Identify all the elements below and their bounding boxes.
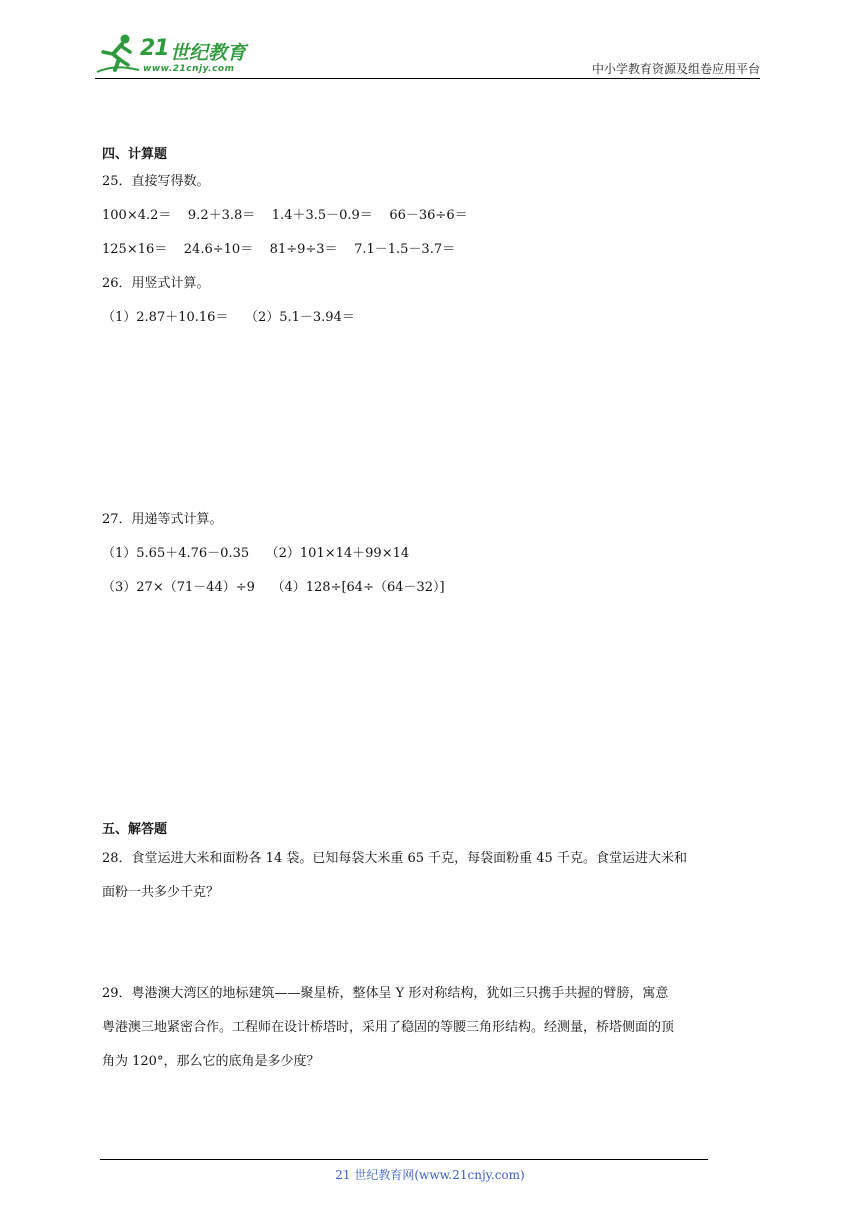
section-title-word-problems: 五、解答题 [102, 822, 168, 837]
question-29-line-2: 粤港澳三地紧密合作。工程师在设计桥塔时，采用了稳固的等腰三角形结构。经测量，桥塔侧面的顶 [102, 1020, 675, 1035]
logo-url: www.21cnjy.com [143, 64, 235, 74]
logo [95, 30, 265, 78]
question-25-prompt: 25．直接写得数。 [102, 174, 210, 189]
question-25-row-1: 100×4.2＝ 9.2＋3.8＝ 1.4＋3.5－0.9＝ 66－36÷6＝ [102, 208, 468, 223]
question-27-row-1: （1）5.65＋4.76－0.35 （2）101×14＋99×14 [102, 546, 410, 561]
page-header [95, 30, 760, 78]
runner-logo-icon [95, 32, 141, 78]
question-26-row-1: （1）2.87＋10.16＝ （2）5.1－3.94＝ [102, 310, 355, 325]
question-25-row-2: 125×16＝ 24.6÷10＝ 81÷9÷3＝ 7.1－1.5－3.7＝ [102, 242, 456, 257]
header-divider [95, 78, 760, 79]
logo-number: 21 [140, 36, 169, 61]
question-29-line-1: 29．粤港澳大湾区的地标建筑——聚星桥，整体呈 Y 形对称结构，犹如三只携手共握的臂膀，寓意 [102, 986, 669, 1001]
question-26-prompt: 26．用竖式计算。 [102, 276, 210, 291]
footer-text: 21 世纪教育网(www.21cnjy.com) [335, 1168, 525, 1182]
question-29-line-3: 角为 120°，那么它的底角是多少度？ [102, 1054, 320, 1069]
footer-divider [100, 1159, 708, 1160]
question-27-row-2: （3）27×（71－44）÷9 （4）128÷[64÷（64－32）] [102, 580, 445, 595]
platform-name: 中小学教育资源及组卷应用平台 [591, 62, 760, 76]
question-28-line-1: 28．食堂运进大米和面粉各 14 袋。已知每袋大米重 65 千克，每袋面粉重 45 千克。食堂运进大米和 [102, 851, 687, 866]
logo-text: 世纪教育 [170, 42, 247, 64]
question-27-prompt: 27．用递等式计算。 [102, 512, 223, 527]
section-title-calculation: 四、计算题 [102, 147, 168, 162]
question-28-line-2: 面粉一共多少千克？ [102, 885, 220, 900]
